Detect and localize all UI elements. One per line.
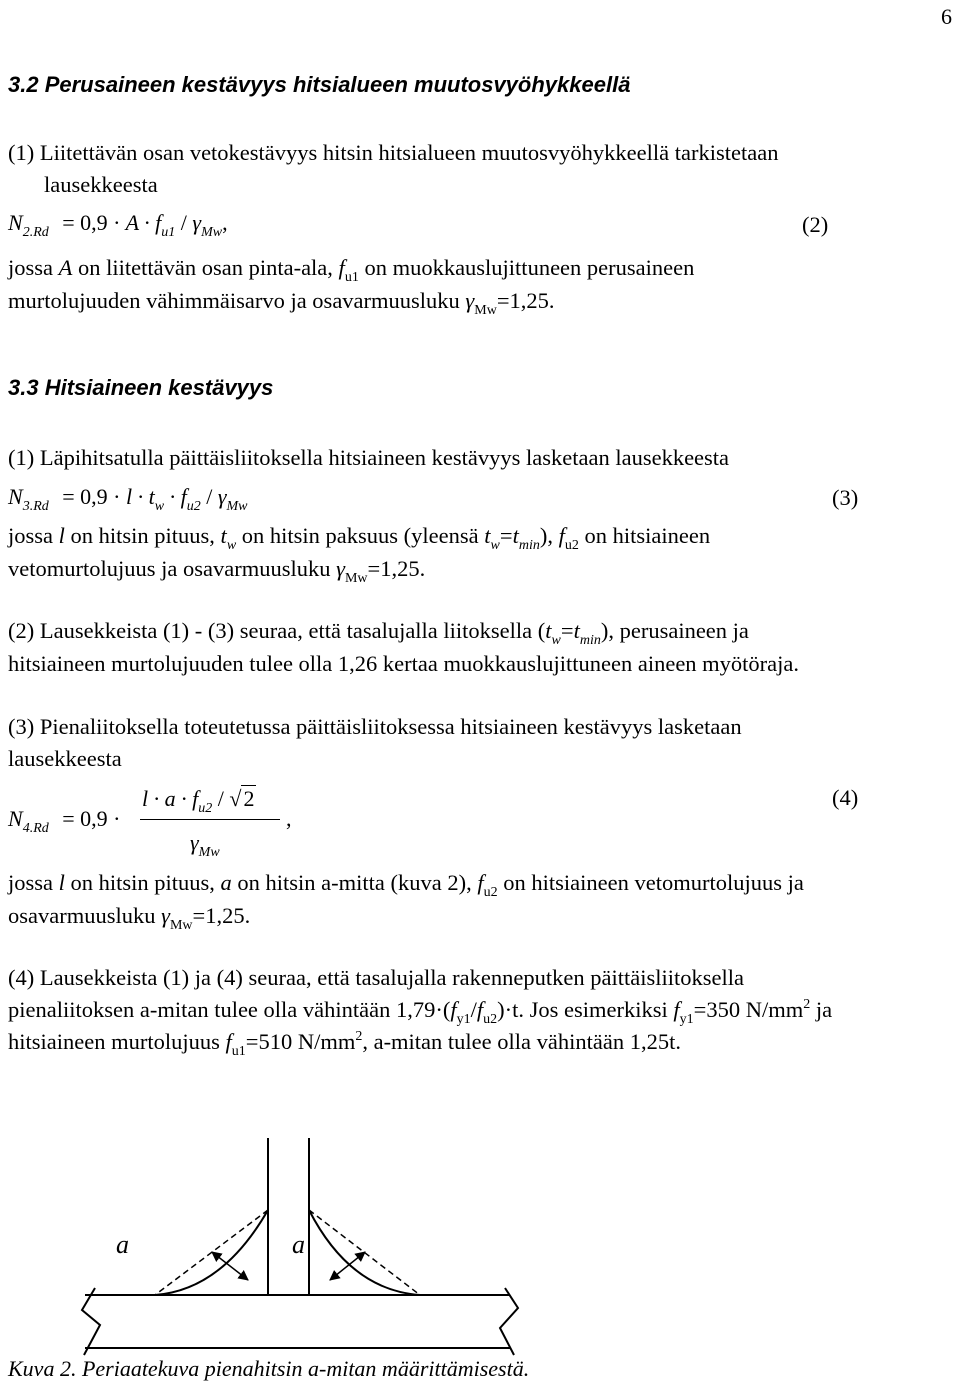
s33-paragraph-2-line-2	[8, 553, 425, 589]
eq4-lhs-sub: 4.Rd	[22, 821, 49, 836]
equation-2-number: (2)	[802, 212, 829, 237]
symbol-t-sub: w	[490, 538, 500, 553]
s33-paragraph-5-line-2	[8, 900, 250, 936]
eq4-lhs: N	[8, 806, 23, 831]
right-break-line	[500, 1288, 518, 1355]
eq3-t-sub: w	[154, 499, 165, 514]
eq3-slash: /	[206, 484, 213, 509]
text: =	[560, 618, 574, 643]
text: (2) Lausekkeista (1) - (3) seuraa, että tasalujalla liitoksella (	[8, 618, 546, 643]
text: vetomurtolujuus ja osavarmuusluku	[8, 556, 337, 581]
symbol-t-sub: min	[518, 538, 540, 553]
text: jossa	[8, 523, 59, 548]
superscript: 2	[803, 997, 811, 1012]
s32-paragraph-2-line-2	[8, 285, 555, 321]
symbol-f: f	[673, 997, 680, 1022]
symbol-t: t	[512, 523, 519, 548]
section-3-2-heading: 3.2 Perusaineen kestävyys hitsialueen muutosvyöhykkeellä	[8, 72, 631, 97]
eq2-equals: = 0,9 ·	[62, 210, 121, 235]
s32-paragraph-2-line-1	[8, 252, 694, 288]
eq3-l: l ·	[125, 484, 144, 509]
text: on hitsin pituus,	[64, 870, 221, 895]
symbol-f-sub: y1	[679, 1012, 694, 1027]
symbol-f: f	[558, 523, 565, 548]
s33-paragraph-3-line-1	[8, 615, 749, 651]
symbol-f-sub: y1	[456, 1012, 471, 1027]
symbol-A: A	[58, 255, 73, 280]
s33-paragraph-5-line-1	[8, 867, 804, 903]
eq2-f-sub: u1	[161, 225, 176, 240]
figure-caption: Kuva 2. Periaatekuva pienahitsin a-mitan määrittämisestä.	[8, 1356, 530, 1381]
text: on hitsiaineen vetomurtolujuus ja	[497, 870, 804, 895]
s33-paragraph-1: (1) Läpihitsatulla päittäisliitoksella hitsiaineen kestävyys lasketaan lausekkeesta	[8, 445, 730, 470]
symbol-t: t	[484, 523, 491, 548]
symbol-t-sub: w	[551, 633, 561, 648]
eq3-t: t	[148, 484, 155, 509]
equation-3	[8, 484, 248, 514]
eq2-f: f	[155, 210, 162, 235]
symbol-gamma: γ	[336, 556, 345, 581]
s33-paragraph-6-line-1: (4) Lausekkeista (1) ja (4) seuraa, että tasalujalla rakenneputken päittäisliitoksella	[8, 965, 744, 990]
text: jossa	[8, 255, 59, 280]
s33-paragraph-6-line-2	[8, 994, 832, 1030]
text: jossa	[8, 870, 59, 895]
eq4-equals: = 0,9 ·	[62, 806, 121, 831]
text: γ	[190, 830, 199, 855]
symbol-f-sub: u1	[231, 1044, 246, 1059]
eq3-f-sub: u2	[186, 499, 201, 514]
symbol-a: a	[220, 870, 232, 895]
text: ),	[539, 523, 559, 548]
equation-4-lhs	[8, 806, 121, 836]
symbol-f: f	[450, 997, 457, 1022]
symbol-f: f	[477, 870, 484, 895]
text: on hitsin a-mitta (kuva 2),	[231, 870, 478, 895]
eq4-denominator	[190, 830, 220, 860]
symbol-f: f	[476, 997, 484, 1022]
symbol-t: t	[573, 618, 580, 643]
s33-paragraph-4-line-1: (3) Pienaliitoksella toteutetussa päittäisliitoksessa hitsiaineen kestävyys lasketaan	[8, 714, 742, 739]
figure-label-a-left: a	[116, 1230, 129, 1259]
text: on muokkauslujittuneen perusaineen	[358, 255, 695, 280]
text: osavarmuusluku	[8, 903, 162, 928]
symbol-t-sub: min	[579, 633, 601, 648]
equation-3-number: (3)	[832, 485, 859, 510]
eq3-equals: = 0,9 ·	[62, 484, 121, 509]
symbol-gamma: γ	[465, 288, 475, 313]
symbol-t-sub: w	[226, 538, 237, 553]
section-3-3-heading: 3.3 Hitsiaineen kestävyys	[8, 375, 274, 400]
figure-label-a-right: a	[292, 1230, 305, 1259]
text: murtolujuuden vähimmäisarvo ja osavarmuusluku	[8, 288, 466, 313]
symbol-f-sub: u2	[483, 885, 498, 900]
equation-2: $N_{2.Rd} = 0,9 \cdot A \cdot f_{u1} / \gamma_{Mw}$,	[8, 210, 228, 240]
left-a-dimension-arrow	[212, 1252, 248, 1280]
symbol-gamma: γ	[161, 903, 170, 928]
eq2-area: A	[125, 210, 139, 235]
symbol-l: l	[58, 870, 65, 895]
text: ja	[810, 997, 833, 1022]
text: /	[470, 997, 477, 1022]
text: hitsiaineen murtolujuus	[8, 1029, 226, 1054]
eq2-lhs-sub: 2.Rd	[22, 225, 49, 240]
text: pienaliitoksen a-mitan tulee olla vähintään 1,79·(	[8, 997, 451, 1022]
left-break-line	[82, 1288, 100, 1355]
text: )·t. Jos esimerkiksi	[497, 997, 674, 1022]
text: =1,25.	[496, 288, 555, 313]
text: u2	[198, 801, 213, 816]
symbol-f-sub: u2	[564, 538, 579, 553]
s32-paragraph-1-line-2: lausekkeesta	[44, 172, 158, 197]
eq4-root-value: 2	[243, 786, 255, 811]
text: =	[499, 523, 513, 548]
symbol-f: f	[225, 1029, 232, 1054]
text: l · a · f	[142, 786, 199, 811]
eq3-gamma: γ	[217, 484, 227, 509]
eq3-f: · f	[169, 484, 187, 509]
text: ), perusaineen ja	[600, 618, 749, 643]
text: =1,25.	[367, 556, 426, 581]
symbol-l: l	[58, 523, 65, 548]
s33-paragraph-3-line-2: hitsiaineen murtolujuuden tulee olla 1,26 kertaa muokkauslujittuneen aineen myötöraja.	[8, 651, 800, 676]
text: on hitsiaineen	[578, 523, 711, 548]
text: ,	[286, 806, 292, 831]
symbol-f: f	[338, 255, 345, 280]
eq3-gamma-sub: Mw	[226, 499, 248, 514]
eq2-lhs: N	[8, 210, 23, 235]
fillet-weld-figure	[0, 1120, 960, 1360]
text: =1,25.	[192, 903, 251, 928]
symbol-gamma-sub: Mw	[169, 918, 193, 933]
left-throat-line	[155, 1210, 268, 1295]
s33-paragraph-6-line-3	[8, 1026, 681, 1062]
symbol-t: t	[545, 618, 552, 643]
superscript: 2	[355, 1029, 363, 1044]
symbol-f-sub: u1	[344, 270, 359, 285]
eq2-gamma: γ	[192, 210, 202, 235]
symbol-gamma-sub: Mw	[344, 571, 368, 586]
text: on liitettävän osan pinta-ala,	[72, 255, 339, 280]
eq2-slash: /	[180, 210, 187, 235]
text: , a-mitan tulee olla vähintään 1,25t.	[362, 1029, 681, 1054]
text: on hitsin pituus,	[64, 523, 221, 548]
eq4-comma	[286, 806, 292, 832]
eq2-gamma-sub: Mw	[201, 225, 223, 240]
eq2-comma: ,	[222, 210, 228, 235]
eq3-lhs-sub: 3.Rd	[22, 499, 49, 514]
symbol-t: t	[220, 523, 227, 548]
symbol-gamma-sub: Mw	[474, 303, 497, 318]
eq3-lhs: N	[8, 484, 23, 509]
text: =510 N/mm	[245, 1029, 356, 1054]
s32-paragraph-1-line-1: (1) Liitettävän osan vetokestävyys hitsin hitsialueen muutosvyöhykkeellä tarkistetaan	[8, 140, 779, 165]
text: /	[217, 786, 224, 811]
eq4-numerator: $l \cdot a \cdot f_{u2} / √2$	[142, 786, 255, 816]
page-number: 6	[941, 4, 952, 29]
s33-paragraph-4-line-2: lausekkeesta	[8, 746, 122, 771]
eq4-fraction-bar	[140, 819, 280, 820]
symbol-f-sub: u2	[483, 1012, 498, 1027]
equation-4-number: (4)	[832, 785, 859, 810]
right-a-dimension-arrow	[330, 1252, 365, 1280]
text: Mw	[198, 845, 220, 860]
text: on hitsin paksuus (yleensä	[236, 523, 485, 548]
text: =350 N/mm	[693, 997, 804, 1022]
s33-paragraph-2-line-1	[8, 520, 710, 556]
